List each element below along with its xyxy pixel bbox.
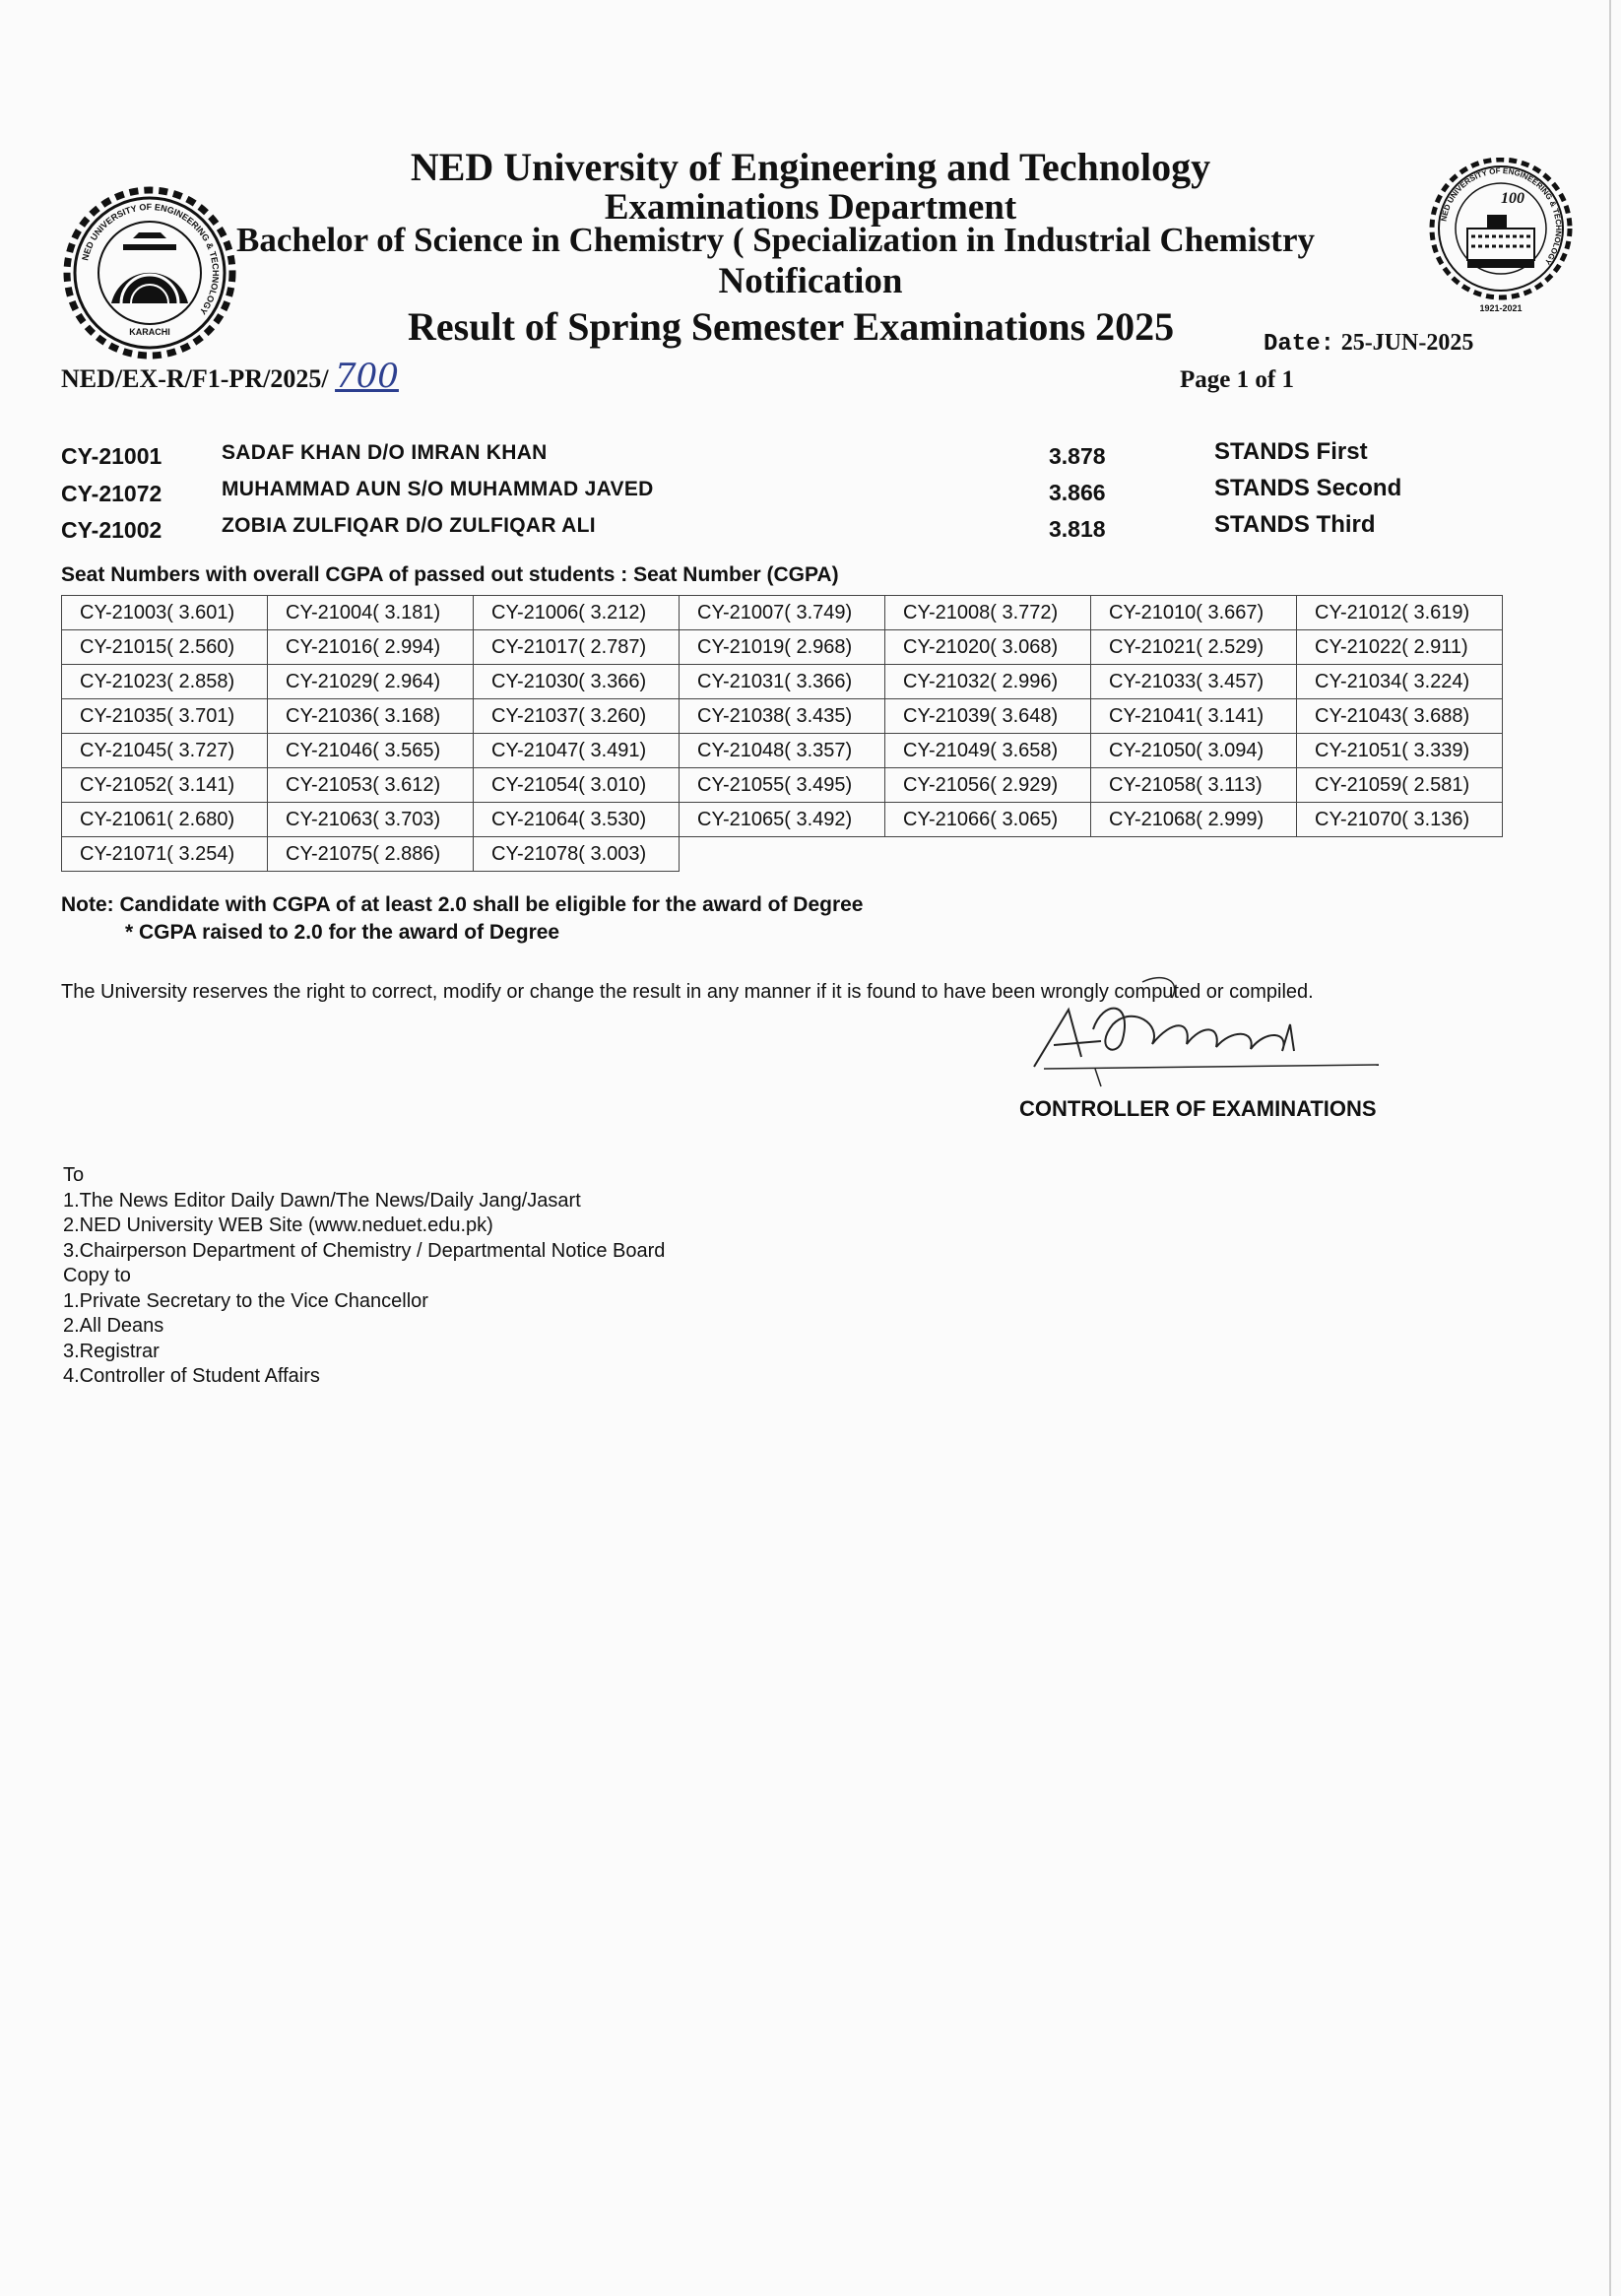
student-cell: CY-21043( 3.688) [1297,699,1503,734]
department-name: Examinations Department [604,187,1017,228]
empty-cell [1091,837,1297,872]
student-cell: CY-21075( 2.886) [268,837,474,872]
table-row [62,630,1503,665]
page-number: Page 1 of 1 [1180,366,1294,393]
student-cell: CY-21015( 2.560) [62,630,268,665]
result-title: Result of Spring Semester Examinations 2025 [408,304,1175,349]
empty-cell [1297,837,1503,872]
topper-position-3: STANDS Third [1214,511,1376,538]
student-cell: CY-21004( 3.181) [268,596,474,630]
student-cell: CY-21056( 2.929) [885,768,1091,803]
empty-cell [885,837,1091,872]
disclaimer-text: The University reserves the right to correct, modify or change the result in any manner if it is found to have been wrongly computed or compiled. [61,981,1314,1003]
student-cell: CY-21063( 3.703) [268,803,474,837]
to-item: 2.NED University WEB Site (www.neduet.edu.pk) [63,1214,493,1236]
passed-students-table [61,595,1503,872]
student-cell: CY-21038( 3.435) [680,699,885,734]
date-value: 25-JUN-2025 [1340,330,1474,356]
student-cell: CY-21034( 3.224) [1297,665,1503,699]
topper-cgpa-1: 3.878 [1049,443,1106,469]
svg-text:NED UNIVERSITY OF ENGINEERING: NED UNIVERSITY OF ENGINEERING & TECHNOLOGY [1439,165,1564,267]
topper-cgpa-2: 3.866 [1049,480,1106,505]
copy-item: 4.Controller of Student Affairs [63,1365,320,1387]
topper-name-1: SADAF KHAN D/O IMRAN KHAN [222,441,548,464]
student-cell: CY-21036( 3.168) [268,699,474,734]
copy-item: 3.Registrar [63,1340,160,1362]
empty-cell [680,837,885,872]
student-cell: CY-21055( 3.495) [680,768,885,803]
doc-type: Notification [718,261,903,301]
student-cell: CY-21047( 3.491) [474,734,680,768]
topper-seat-2: CY-21072 [61,481,162,506]
student-cell: CY-21059( 2.581) [1297,768,1503,803]
table-row [62,665,1503,699]
table-row [62,734,1503,768]
student-cell: CY-21010( 3.667) [1091,596,1297,630]
passed-heading: Seat Numbers with overall CGPA of passed out students : Seat Number (CGPA) [61,563,839,586]
svg-text:100: 100 [1501,190,1524,207]
student-cell: CY-21064( 3.530) [474,803,680,837]
student-cell: CY-21020( 3.068) [885,630,1091,665]
student-cell: CY-21006( 3.212) [474,596,680,630]
topper-cgpa-3: 3.818 [1049,516,1106,542]
student-cell: CY-21032( 2.996) [885,665,1091,699]
controller-title: CONTROLLER OF EXAMINATIONS [1019,1096,1377,1121]
reference-handwritten-number: 700 [335,357,399,396]
university-name: NED University of Engineering and Technology [410,145,1211,189]
topper-seat-1: CY-21001 [61,443,162,469]
student-cell: CY-21035( 3.701) [62,699,268,734]
student-cell: CY-21053( 3.612) [268,768,474,803]
svg-text:KARACHI: KARACHI [129,327,170,337]
to-item: 3.Chairperson Department of Chemistry / Departmental Notice Board [63,1239,666,1262]
student-cell: CY-21050( 3.094) [1091,734,1297,768]
table-row [62,699,1503,734]
eligibility-note: Note: Candidate with CGPA of at least 2.0 shall be eligible for the award of Degree [61,893,864,916]
date-field [1264,329,1473,358]
student-cell: CY-21033( 3.457) [1091,665,1297,699]
student-cell: CY-21046( 3.565) [268,734,474,768]
student-cell: CY-21030( 3.366) [474,665,680,699]
topper-seat-3: CY-21002 [61,517,162,543]
student-cell: CY-21031( 3.366) [680,665,885,699]
program-name: Bachelor of Science in Chemistry ( Specialization in Industrial Chemistry [236,221,1315,259]
student-cell: CY-21008( 3.772) [885,596,1091,630]
copy-label: Copy to [63,1265,131,1286]
student-cell: CY-21021( 2.529) [1091,630,1297,665]
topper-name-2: MUHAMMAD AUN S/O MUHAMMAD JAVED [222,478,654,500]
student-cell: CY-21066( 3.065) [885,803,1091,837]
svg-text:1921-2021: 1921-2021 [1479,303,1523,313]
svg-text:NED UNIVERSITY OF ENGINEERING: NED UNIVERSITY OF ENGINEERING & TECHNOLOGY [80,201,222,317]
student-cell: CY-21012( 3.619) [1297,596,1503,630]
student-cell: CY-21029( 2.964) [268,665,474,699]
student-cell: CY-21061( 2.680) [62,803,268,837]
student-cell: CY-21052( 3.141) [62,768,268,803]
student-cell: CY-21016( 2.994) [268,630,474,665]
copy-item: 2.All Deans [63,1315,164,1337]
reference-prefix: NED/EX-R/F1-PR/2025/ [61,364,329,393]
student-cell: CY-21037( 3.260) [474,699,680,734]
student-cell: CY-21068( 2.999) [1091,803,1297,837]
student-cell: CY-21078( 3.003) [474,837,680,872]
table-row [62,768,1503,803]
topper-name-3: ZOBIA ZULFIQAR D/O ZULFIQAR ALI [222,514,596,537]
scan-edge-line [1609,0,1611,2296]
student-cell: CY-21070( 3.136) [1297,803,1503,837]
copy-item: 1.Private Secretary to the Vice Chancellor [63,1289,428,1312]
student-cell: CY-21049( 3.658) [885,734,1091,768]
student-cell: CY-21045( 3.727) [62,734,268,768]
student-cell: CY-21058( 3.113) [1091,768,1297,803]
student-cell: CY-21048( 3.357) [680,734,885,768]
topper-position-1: STANDS First [1214,438,1368,465]
student-cell: CY-21051( 3.339) [1297,734,1503,768]
student-cell: CY-21065( 3.492) [680,803,885,837]
student-cell: CY-21003( 3.601) [62,596,268,630]
to-item: 1.The News Editor Daily Dawn/The News/Daily Jang/Jasart [63,1189,581,1212]
table-row [62,803,1503,837]
cgpa-raised-note: * CGPA raised to 2.0 for the award of Degree [125,921,560,944]
date-label: Date: [1264,331,1335,358]
student-cell: CY-21039( 3.648) [885,699,1091,734]
student-cell: CY-21023( 2.858) [62,665,268,699]
student-cell: CY-21041( 3.141) [1091,699,1297,734]
to-label: To [63,1164,85,1186]
student-cell: CY-21071( 3.254) [62,837,268,872]
student-cell: CY-21022( 2.911) [1297,630,1503,665]
student-cell: CY-21019( 2.968) [680,630,885,665]
topper-position-2: STANDS Second [1214,475,1402,501]
controller-signature [1024,970,1389,1088]
distribution-list [63,1163,665,1390]
student-cell: CY-21017( 2.787) [474,630,680,665]
table-row [62,596,1503,630]
table-row [62,837,1503,872]
student-cell: CY-21007( 3.749) [680,596,885,630]
reference-number [61,357,399,396]
student-cell: CY-21054( 3.010) [474,768,680,803]
